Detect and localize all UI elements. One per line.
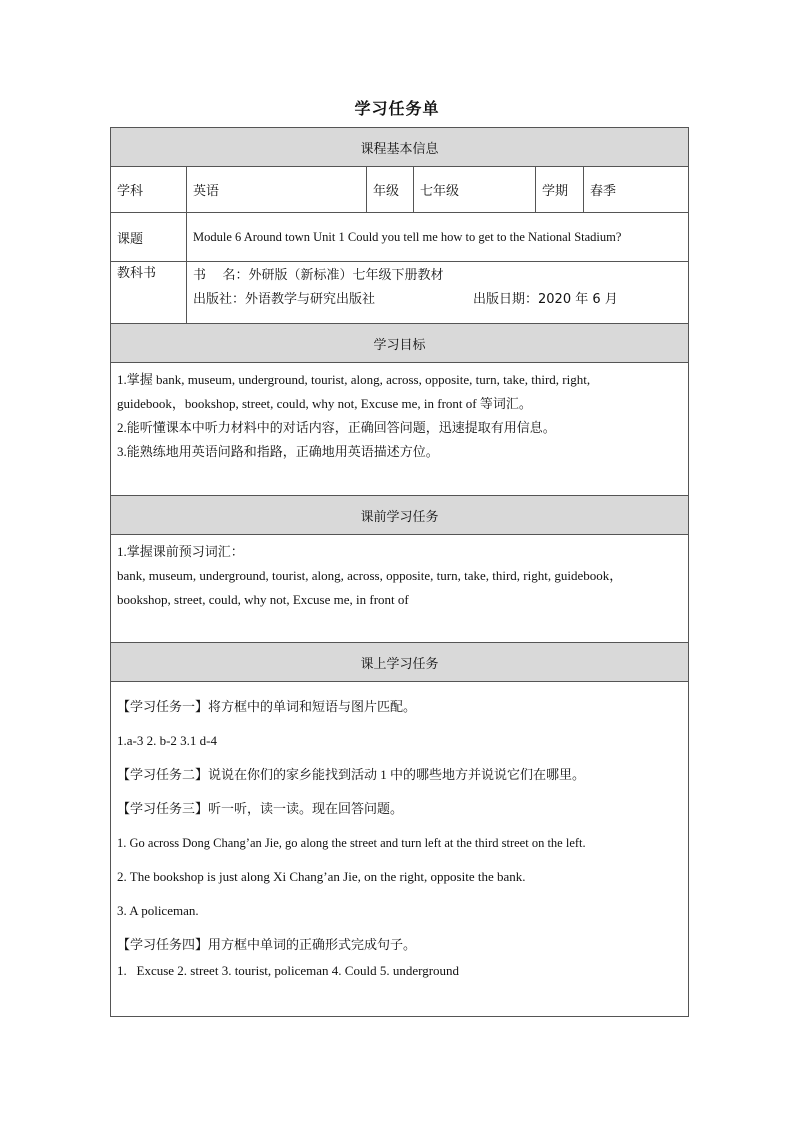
pre-tasks-list <box>111 535 689 643</box>
task-answer: 3. A policeman. <box>117 903 199 918</box>
topic-row <box>111 213 689 262</box>
pre-item: bank, museum, underground, tourist, along, across, opposite, turn, take, third, right, guidebook， <box>117 568 623 583</box>
subject-value: 英语 <box>187 167 367 213</box>
grade-label: 年级 <box>367 167 414 213</box>
textbook-info <box>187 262 689 324</box>
topic-value: Module 6 Around town Unit 1 Could you tell me how to get to the National Stadium? <box>187 213 689 262</box>
task-heading: 【学习任务一】将方框中的单词和短语与图片匹配。 <box>117 699 417 714</box>
task-answer: 2. The bookshop is just along Xi Chang’an Jie, on the right, opposite the bank. <box>117 869 526 884</box>
publisher: 出版社：外语教学与研究出版社 <box>193 292 376 307</box>
publisher-line <box>193 288 682 312</box>
in-class-tasks-list <box>111 682 689 1017</box>
section-pre-row <box>111 496 689 535</box>
task-answer: 1. Go across Dong Chang’an Jie, go along the street and turn left at the third street on the left. <box>117 836 586 850</box>
tasks-row <box>111 682 689 1017</box>
goals-list <box>111 363 689 496</box>
subject-label: 学科 <box>111 167 187 213</box>
page-title: 学习任务单 <box>354 99 440 118</box>
goals-row <box>111 363 689 496</box>
task-answer: 1.a-3 2. b-2 3.1 d-4 <box>117 733 218 748</box>
pre-item: 1.掌握课前预习词汇： <box>117 544 244 559</box>
pub-date: 出版日期：2020 年 6 月 <box>473 292 618 307</box>
task-answer: 1. Excuse 2. street 3. tourist, policeman 4. Could 5. underground <box>117 963 460 978</box>
pre-item: bookshop, street, could, why not, Excuse me, in front of <box>117 592 409 607</box>
grade-value: 七年级 <box>414 167 536 213</box>
term-label: 学期 <box>536 167 584 213</box>
section-pre-tasks-header: 课前学习任务 <box>111 496 689 535</box>
task-table <box>110 127 689 1017</box>
section-goals-row <box>111 324 689 363</box>
section-basic-info-row <box>111 128 689 167</box>
goal-item: 1.掌握 bank, museum, underground, tourist, along, across, opposite, turn, take, third, right, <box>117 372 591 387</box>
info-row <box>111 167 689 213</box>
pre-row <box>111 535 689 643</box>
textbook-row <box>111 262 689 324</box>
book-name: 书 名：外研版（新标准）七年级下册教材 <box>193 268 444 283</box>
term-value: 春季 <box>584 167 689 213</box>
goal-item: guidebook，bookshop, street, could, why not, Excuse me, in front of 等词汇。 <box>117 396 532 411</box>
section-basic-info-header: 课程基本信息 <box>111 128 689 167</box>
task-heading: 【学习任务四】用方框中单词的正确形式完成句子。 <box>117 937 417 952</box>
goal-item: 3.能熟练地用英语问路和指路，正确地用英语描述方位。 <box>117 444 439 459</box>
section-in-class-row <box>111 643 689 682</box>
topic-label: 课题 <box>111 213 187 262</box>
section-in-class-tasks-header: 课上学习任务 <box>111 643 689 682</box>
section-goals-header: 学习目标 <box>111 324 689 363</box>
textbook-label: 教科书 <box>111 262 187 324</box>
goal-item: 2.能听懂课本中听力材料中的对话内容，正确回答问题，迅速提取有用信息。 <box>117 420 556 435</box>
task-heading: 【学习任务二】说说在你们的家乡能找到活动 1 中的哪些地方并说说它们在哪里。 <box>117 767 586 782</box>
task-heading: 【学习任务三】听一听，读一读。现在回答问题。 <box>117 801 404 816</box>
